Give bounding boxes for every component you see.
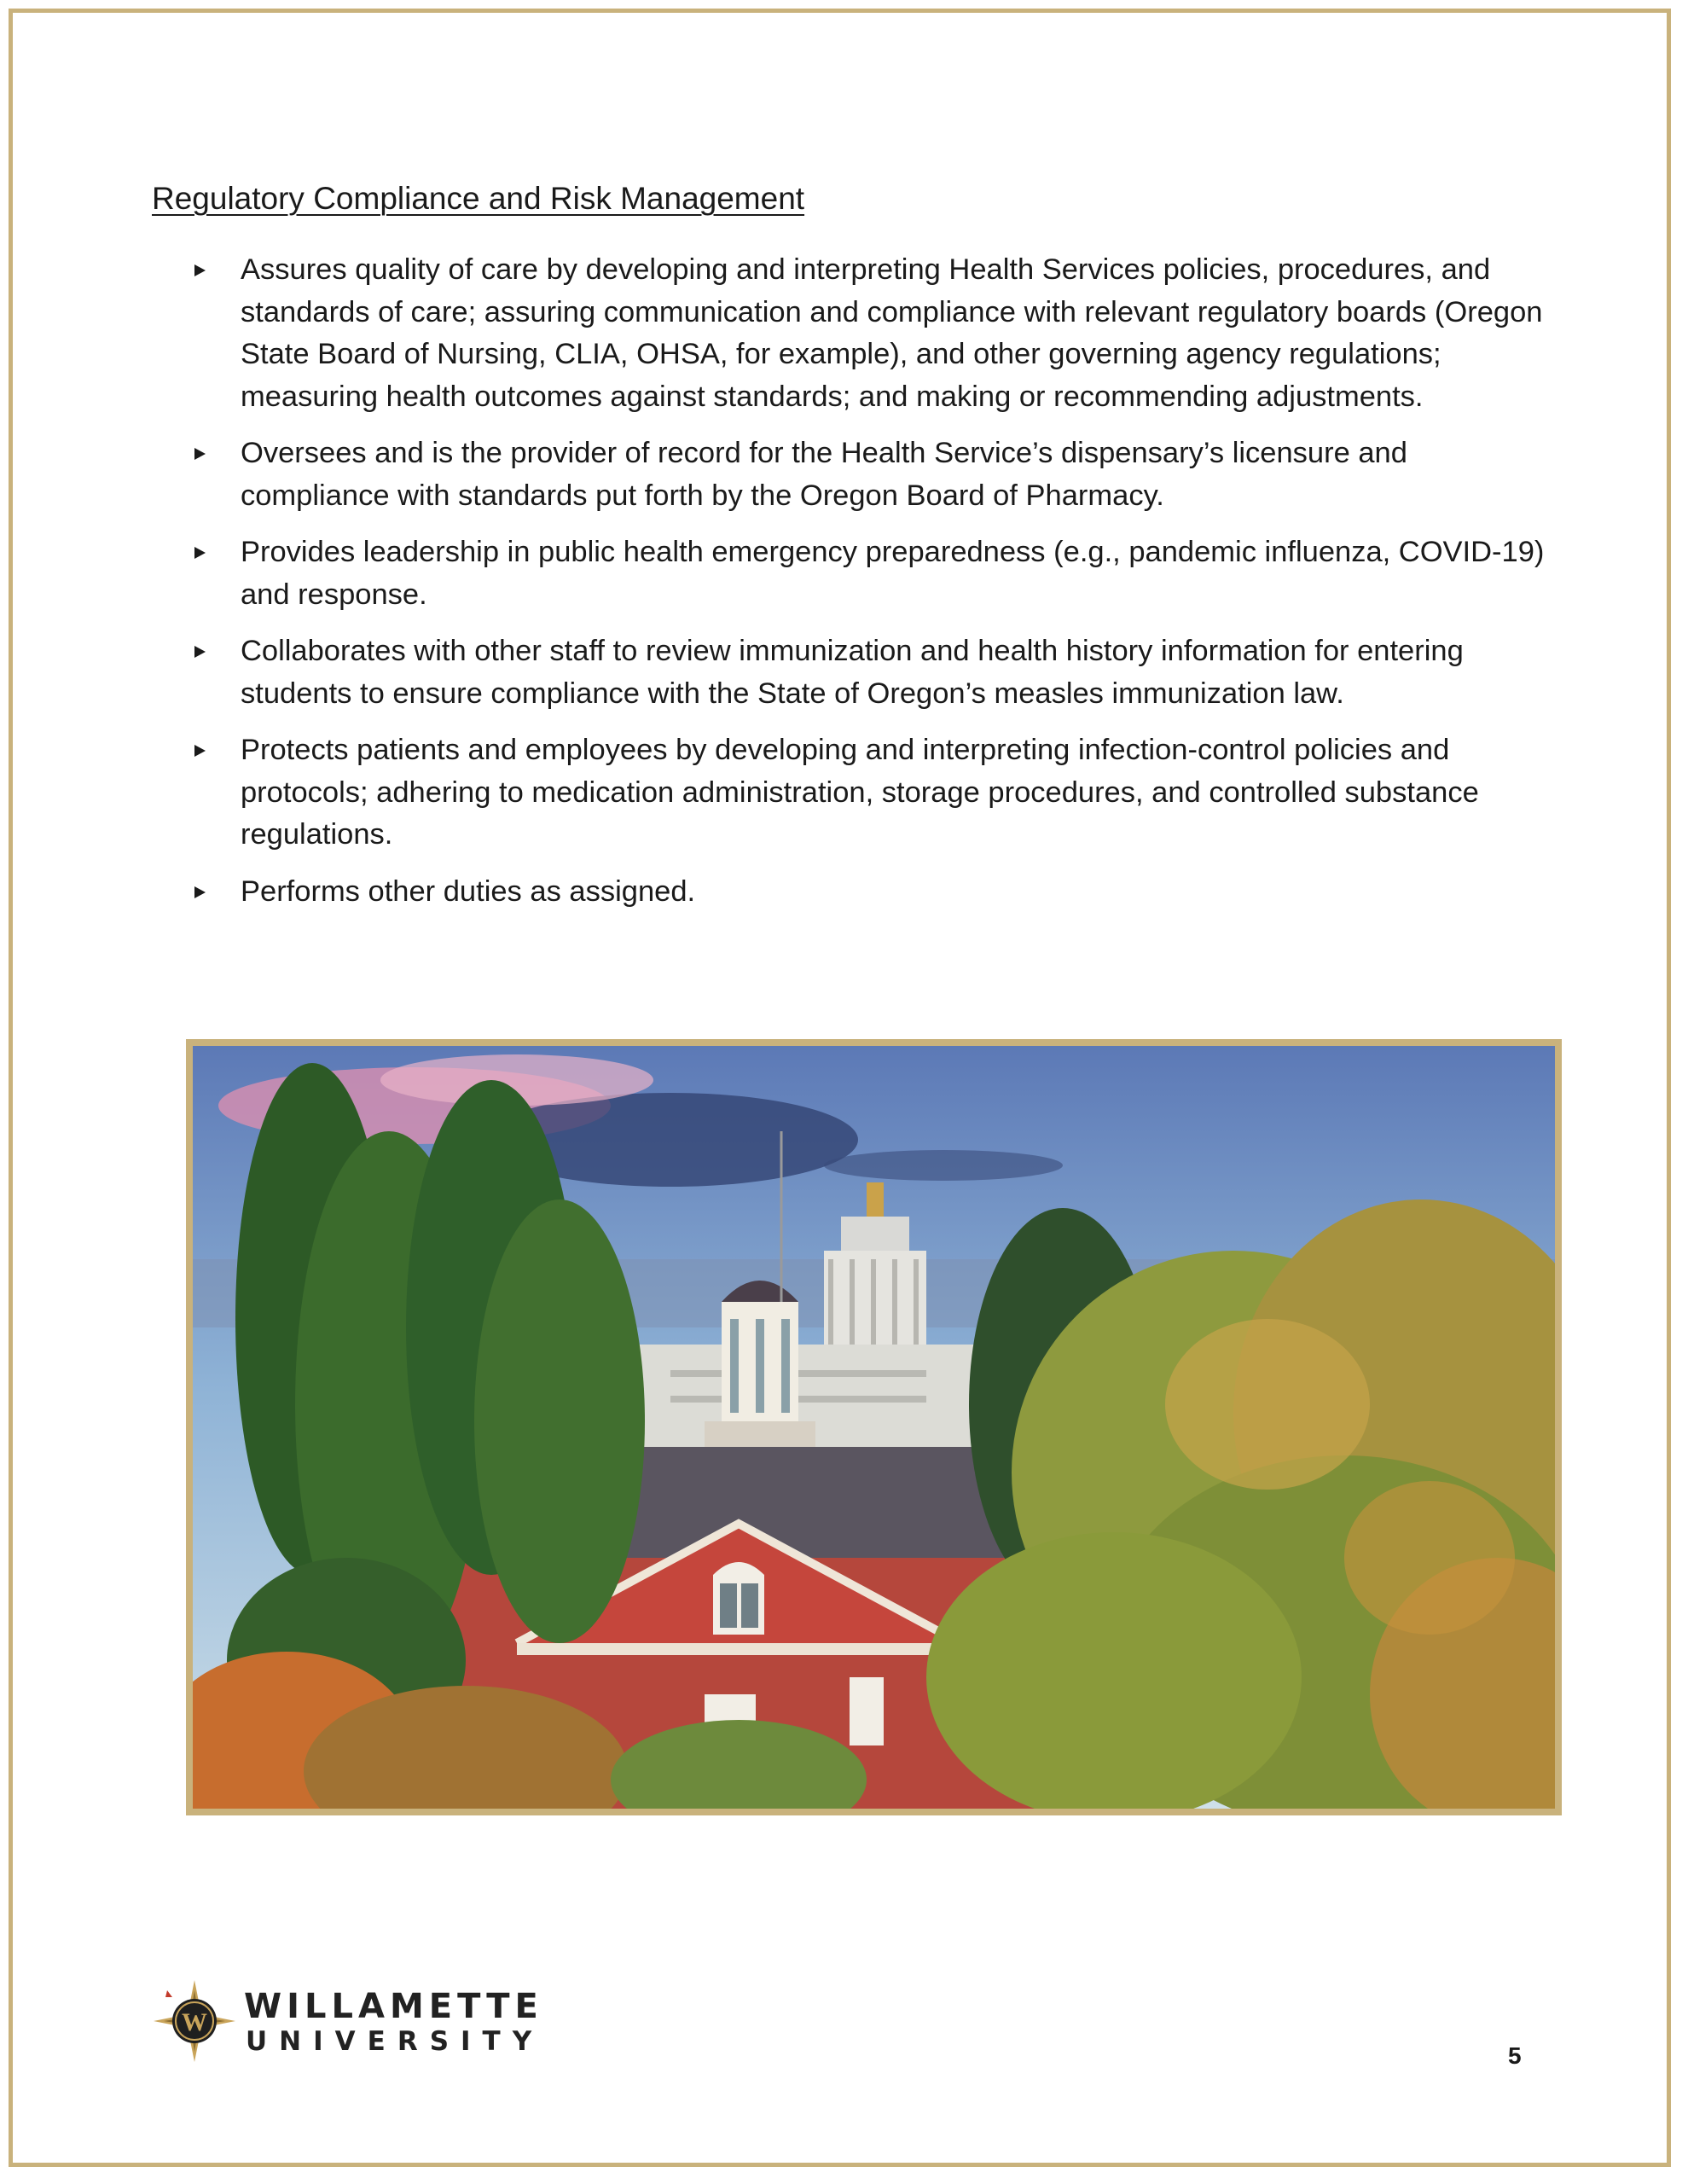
willamette-logo bbox=[152, 1975, 544, 2069]
list-item bbox=[194, 249, 1559, 418]
bullet-triangle-icon bbox=[194, 264, 206, 276]
bullet-text: Protects patients and employees by developing and interpreting infection-control policies and protocols; adhering to medication administration, storage procedures, and controlled substance regulations. bbox=[241, 734, 1479, 851]
list-item bbox=[194, 531, 1559, 616]
bullet-triangle-icon bbox=[194, 646, 206, 658]
bullet-list bbox=[194, 249, 1559, 927]
campus-photo bbox=[186, 1039, 1562, 1815]
list-item bbox=[194, 729, 1559, 857]
list-item bbox=[194, 871, 1559, 914]
bullet-text: Assures quality of care by developing and interpreting Health Services policies, procedures, and standards of care; assuring communication and compliance with relevant regulatory boards (Oregon State Board of Nursing, CLIA, OHSA, for example), and other governing agency regulations; measuring health outcomes against standards; and making or recommending adjustments. bbox=[241, 253, 1543, 413]
logo-text-line2: UNIVERSITY bbox=[246, 2026, 544, 2057]
bullet-triangle-icon bbox=[194, 448, 206, 460]
list-item bbox=[194, 433, 1559, 517]
bullet-text: Performs other duties as assigned. bbox=[241, 874, 696, 908]
campus-photo-illustration bbox=[193, 1046, 1555, 1809]
page-number: 5 bbox=[1508, 2042, 1522, 2069]
bullet-triangle-icon bbox=[194, 547, 206, 559]
bullet-text: Oversees and is the provider of record for the Health Service’s dispensary’s licensure and compliance with standards put forth by the Oregon Board of Pharmacy. bbox=[241, 437, 1407, 512]
compass-star-icon bbox=[152, 1978, 237, 2064]
bullet-text: Provides leadership in public health emergency preparedness (e.g., pandemic influenza, COVID-19) and response. bbox=[241, 536, 1545, 611]
bullet-triangle-icon bbox=[194, 886, 206, 898]
logo-emblem-letter: W bbox=[182, 2008, 207, 2036]
logo-text-line1: WILLAMETTE bbox=[244, 1987, 543, 2026]
bullet-text: Collaborates with other staff to review immunization and health history information for entering students to ensure compliance with the State of Oregon’s measles immunization law. bbox=[241, 635, 1464, 710]
list-item bbox=[194, 630, 1559, 715]
bullet-triangle-icon bbox=[194, 745, 206, 757]
section-heading: Regulatory Compliance and Risk Management bbox=[152, 181, 805, 216]
